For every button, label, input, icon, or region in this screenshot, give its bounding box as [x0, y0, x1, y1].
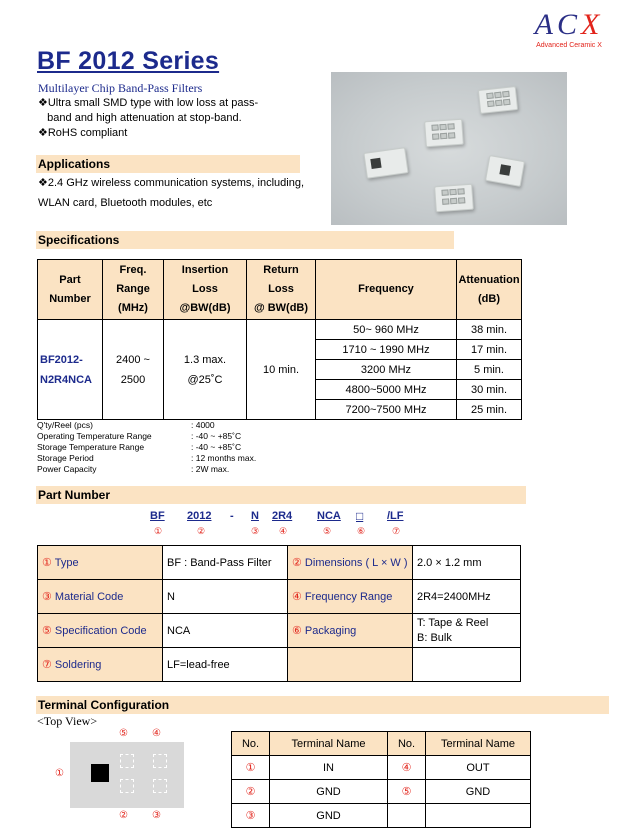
stopband-frequency: 7200~7500 MHz	[316, 400, 457, 420]
terminal-label: ⑤	[119, 728, 128, 739]
value-specification-code: NCA	[163, 614, 288, 648]
code-segment: 2R4	[272, 510, 293, 522]
code-segment: -	[230, 510, 234, 522]
code-segment: NCA	[317, 510, 341, 522]
code-segment: 2012	[187, 510, 212, 522]
gnd-pad	[120, 779, 134, 793]
feature-list	[38, 96, 258, 141]
terminal-heading: Terminal Configuration	[36, 696, 609, 714]
terminal-name: GND	[426, 780, 531, 804]
note-value: : -40 ~ +85˚C	[191, 431, 242, 441]
value-frequency-range: 2R4=2400MHz	[413, 580, 521, 614]
terminal-label: ②	[119, 810, 128, 821]
stopband-attenuation: 25 min.	[457, 400, 522, 420]
note-label: Operating Temperature Range	[37, 431, 152, 441]
specifications-heading: Specifications	[36, 231, 454, 249]
value-soldering: LF=lead-free	[163, 648, 288, 682]
note-label: Power Capacity	[37, 464, 97, 474]
page-subtitle: Multilayer Chip Band-Pass Filters	[38, 81, 203, 95]
code-index: ③	[251, 526, 260, 536]
page-title: BF 2012 Series	[37, 47, 220, 75]
applications-heading: Applications	[36, 155, 300, 173]
product-photo	[331, 72, 567, 225]
code-segment: N	[251, 510, 259, 522]
value-material-code: N	[163, 580, 288, 614]
chip-image	[478, 86, 518, 114]
value-packaging: T: Tape & Reel B: Bulk	[413, 614, 521, 648]
stopband-attenuation: 38 min.	[457, 320, 522, 340]
output-pad	[153, 754, 167, 768]
stopband-attenuation: 5 min.	[457, 360, 522, 380]
spec-notes	[37, 420, 256, 475]
terminal-name	[426, 804, 531, 828]
terminal-no: ④	[388, 756, 426, 780]
terminal-name: GND	[270, 780, 388, 804]
col-terminal-name: Terminal Name	[270, 732, 388, 756]
part-number-heading: Part Number	[36, 486, 526, 504]
key-specification-code: ⑤ Specification Code	[38, 614, 163, 648]
logo-subtitle: Advanced Ceramic X	[536, 42, 602, 49]
col-terminal-name: Terminal Name	[426, 732, 531, 756]
feature-item: ❖Ultra small SMD type with low loss at pass-	[38, 97, 259, 109]
terminal-name: OUT	[426, 756, 531, 780]
chip-image	[363, 147, 408, 179]
terminal-no: ②	[232, 780, 270, 804]
stopband-frequency: 4800~5000 MHz	[316, 380, 457, 400]
stopband-frequency: 3200 MHz	[316, 360, 457, 380]
terminal-name: IN	[270, 756, 388, 780]
logo-text-x: X	[581, 8, 604, 41]
gnd-pad	[153, 779, 167, 793]
chip-image	[485, 155, 525, 187]
col-part-number: Part Number	[38, 260, 103, 320]
terminal-no: ③	[232, 804, 270, 828]
value-dimensions: 2.0 × 1.2 mm	[413, 546, 521, 580]
key-dimensions: ② Dimensions ( L × W )	[288, 546, 413, 580]
col-attenuation: Attenuation (dB)	[457, 260, 522, 320]
terminal-diagram	[36, 728, 196, 824]
feature-item: ❖RoHS compliant	[38, 127, 128, 139]
terminal-table	[231, 731, 531, 828]
chip-image	[424, 119, 464, 148]
col-return-loss: Return Loss @ BW(dB)	[247, 260, 316, 320]
code-index: ②	[197, 526, 206, 536]
terminal-label: ①	[55, 768, 64, 779]
chip-body	[70, 742, 184, 808]
code-index: ⑦	[392, 526, 401, 536]
input-pad	[91, 764, 109, 782]
code-segment: BF	[150, 510, 165, 522]
key-packaging: ⑥ Packaging	[288, 614, 413, 648]
terminal-name: GND	[270, 804, 388, 828]
stopband-attenuation: 30 min.	[457, 380, 522, 400]
stopband-frequency: 50~ 960 MHz	[316, 320, 457, 340]
freq-range-cell: 2400 ~ 2500	[103, 320, 164, 420]
col-no: No.	[232, 732, 270, 756]
chip-image	[434, 184, 474, 213]
stopband-frequency: 1710 ~ 1990 MHz	[316, 340, 457, 360]
col-insertion-loss: Insertion Loss @BW(dB)	[164, 260, 247, 320]
note-label: Storage Temperature Range	[37, 442, 145, 452]
feature-item: band and high attenuation at stop-band.	[38, 112, 242, 124]
part-number-code	[37, 509, 597, 543]
code-segment: /LF	[387, 510, 404, 522]
code-index: ⑥	[357, 526, 366, 536]
empty-value	[413, 648, 521, 682]
empty-key	[288, 648, 413, 682]
note-value: : 4000	[191, 420, 215, 430]
logo-text: AC	[534, 8, 581, 41]
col-no: No.	[388, 732, 426, 756]
code-index: ①	[154, 526, 163, 536]
note-value: : 12 months max.	[191, 453, 257, 463]
applications-line: WLAN card, Bluetooth modules, etc	[38, 197, 213, 209]
note-value: : -40 ~ +85˚C	[191, 442, 242, 452]
applications-text	[38, 173, 304, 213]
key-frequency-range: ④ Frequency Range	[288, 580, 413, 614]
key-soldering: ⑦ Soldering	[38, 648, 163, 682]
col-frequency: Frequency	[316, 260, 457, 320]
key-type: ① Type	[38, 546, 163, 580]
part-number-cell: BF2012- N2R4NCA	[38, 320, 103, 420]
applications-line: ❖2.4 GHz wireless communication systems, including,	[38, 177, 305, 189]
code-index: ⑤	[323, 526, 332, 536]
note-value: : 2W max.	[191, 464, 230, 474]
terminal-label: ④	[152, 728, 161, 739]
terminal-no: ⑤	[388, 780, 426, 804]
terminal-label: ③	[152, 810, 161, 821]
gnd-pad	[120, 754, 134, 768]
value-type: BF : Band-Pass Filter	[163, 546, 288, 580]
insertion-loss-cell: 1.3 max. @25˚C	[164, 320, 247, 420]
return-loss-cell: 10 min.	[247, 320, 316, 420]
terminal-no	[388, 804, 426, 828]
code-segment: □	[356, 509, 364, 523]
top-view-label: <Top View>	[37, 714, 98, 728]
code-index: ④	[279, 526, 288, 536]
specifications-table	[37, 259, 522, 420]
stopband-attenuation: 17 min.	[457, 340, 522, 360]
terminal-no: ①	[232, 756, 270, 780]
key-material-code: ③ Material Code	[38, 580, 163, 614]
brand-logo	[514, 10, 624, 49]
col-freq-range: Freq. Range (MHz)	[103, 260, 164, 320]
part-number-table	[37, 545, 521, 682]
note-label: Q'ty/Reel (pcs)	[37, 420, 93, 430]
note-label: Storage Period	[37, 453, 94, 463]
